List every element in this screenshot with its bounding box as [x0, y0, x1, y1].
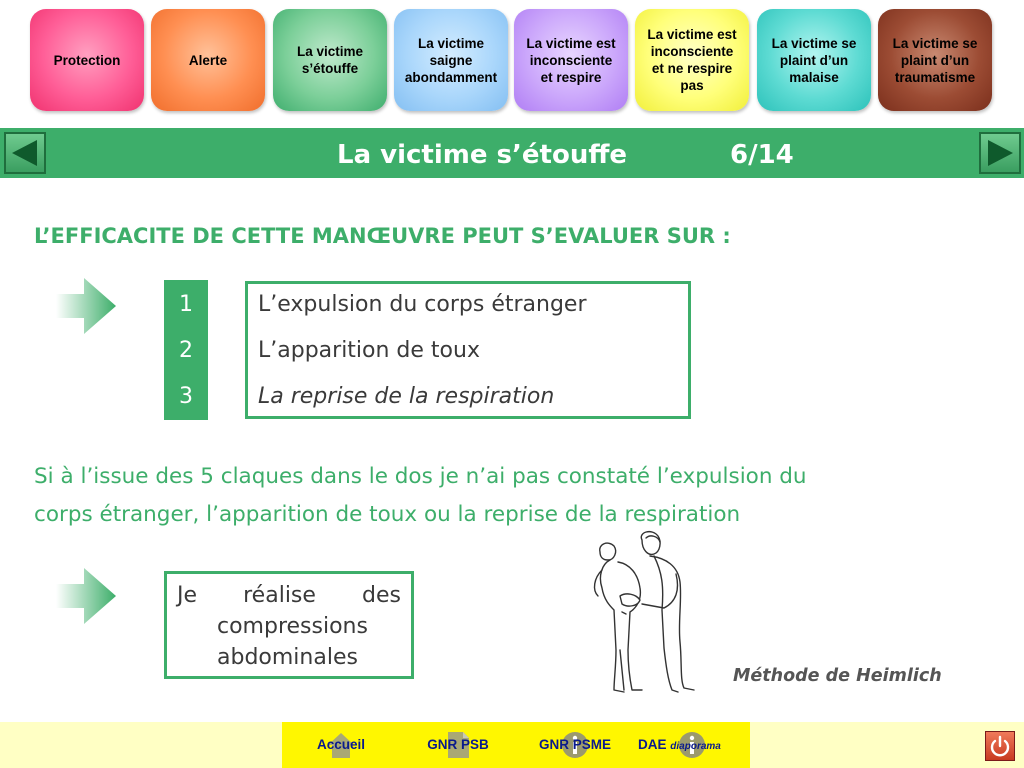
criteria-numbers — [164, 280, 208, 420]
tab-label-line: traumatisme — [894, 69, 976, 85]
criteria-item: La reprise de la respiration — [258, 384, 555, 409]
tab-label-line: inconsciente — [529, 52, 613, 68]
tab-label-line: La victime est — [526, 35, 616, 51]
tab-label — [297, 43, 363, 77]
tab-label-line: et respire — [540, 69, 602, 85]
illustration-caption: Méthode de Heimlich — [733, 666, 942, 686]
tab-label — [526, 35, 615, 86]
tab-label-line: La victime est — [647, 27, 737, 42]
gnr-psme-label: GNR PSME — [538, 737, 611, 752]
tab-label-line: plaint d’un — [779, 52, 849, 68]
quit-button[interactable] — [985, 731, 1015, 761]
tab-victime-s-etouffe[interactable] — [273, 9, 387, 111]
tab-label-line: La victime se — [892, 35, 978, 51]
tab-malaise[interactable] — [757, 9, 871, 111]
tab-label-line: inconsciente — [650, 44, 734, 59]
tab-label-line: La victime se — [771, 35, 857, 51]
dae-diaporama-button[interactable] — [630, 722, 750, 768]
paragraph-line: Si à l’issue des 5 claques dans le dos je n’ai pas constaté l’expulsion du — [34, 464, 807, 489]
tab-label — [772, 35, 857, 86]
bottom-toolbar — [0, 722, 1024, 768]
tab-inconsciente-ne-respire-pas[interactable] — [635, 9, 749, 111]
gnr-psb-button[interactable] — [413, 722, 503, 768]
tab-label-line: La victime — [417, 35, 484, 51]
tab-label-line: malaise — [789, 69, 839, 85]
tab-label-line: s’étouffe — [301, 61, 359, 76]
accueil-button[interactable] — [296, 722, 386, 768]
previous-slide-button[interactable] — [4, 132, 46, 174]
tab-label — [405, 35, 497, 86]
criteria-item: L’expulsion du corps étranger — [258, 292, 587, 317]
action-word: réalise — [243, 583, 316, 608]
tab-inconsciente-respire[interactable] — [514, 9, 628, 111]
arrow-right-icon — [56, 568, 116, 624]
tab-label-line: et ne respire — [651, 61, 733, 76]
action-box — [164, 571, 414, 679]
tab-label — [189, 52, 227, 69]
arrow-left-icon — [6, 134, 44, 172]
tab-label-line: plaint d’un — [900, 52, 970, 68]
section-heading: L’EFFICACITE DE CETTE MANŒUVRE PEUT S’EVALUER SUR : — [34, 224, 731, 248]
gnr-psb-label: GNR PSB — [427, 737, 489, 752]
criteria-item: L’apparition de toux — [258, 338, 480, 363]
tab-label-line: pas — [680, 78, 704, 93]
action-line: compressions — [217, 614, 368, 639]
tab-traumatisme[interactable] — [878, 9, 992, 111]
tab-alerte[interactable] — [151, 9, 265, 111]
arrow-right-icon — [981, 134, 1019, 172]
next-slide-button[interactable] — [979, 132, 1021, 174]
criteria-number: 1 — [179, 292, 193, 317]
tab-label-line: Protection — [53, 52, 121, 68]
arrow-right-icon — [56, 278, 116, 334]
criteria-number: 3 — [179, 384, 193, 409]
page-counter: 6/14 — [730, 140, 794, 170]
page-title: La victime s’étouffe — [337, 140, 628, 170]
paragraph-line: corps étranger, l’apparition de toux ou la reprise de la respiration — [34, 502, 741, 527]
tab-label-line: Alerte — [188, 52, 228, 68]
tab-protection[interactable] — [30, 9, 144, 111]
tab-label-line: abondamment — [404, 69, 498, 85]
dae-label — [638, 737, 750, 752]
action-line: abdominales — [217, 645, 358, 670]
instruction-paragraph — [34, 458, 994, 534]
tab-label — [893, 35, 978, 86]
power-icon — [986, 732, 1014, 760]
action-word: Je — [177, 583, 198, 608]
heimlich-illustration — [580, 530, 710, 696]
diaporama-text: diaporama — [670, 741, 721, 752]
criteria-list — [245, 281, 691, 419]
gnr-psme-button[interactable] — [525, 722, 625, 768]
criteria-number: 2 — [179, 338, 193, 363]
accueil-label: Accueil — [316, 737, 366, 752]
tab-label-line: saigne — [429, 52, 473, 68]
tab-label-line: La victime — [296, 44, 364, 59]
chapter-navigation — [0, 0, 1024, 118]
tab-label — [647, 26, 736, 94]
dae-text: DAE — [638, 737, 667, 752]
action-word: des — [362, 583, 401, 608]
tab-label — [54, 52, 121, 69]
tab-victime-saigne[interactable] — [394, 9, 508, 111]
